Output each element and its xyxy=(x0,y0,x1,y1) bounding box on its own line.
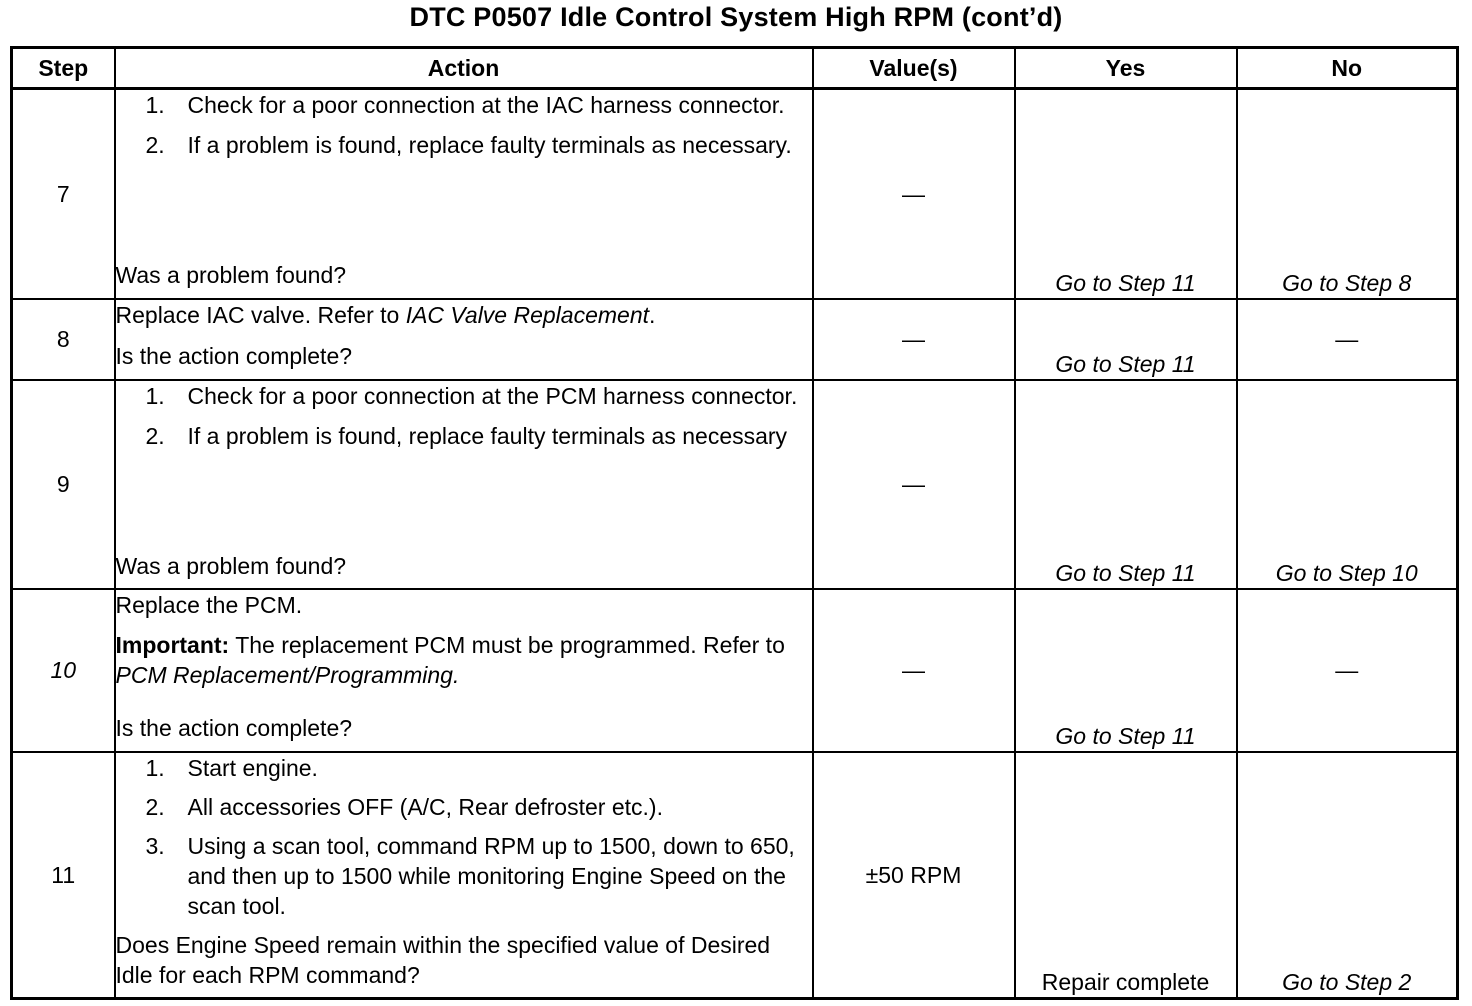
no-value: — xyxy=(1335,326,1359,352)
action-cell xyxy=(115,589,813,752)
action-steps xyxy=(116,381,812,461)
step-number: 9 xyxy=(12,380,115,589)
reference-link: PCM Replacement/Programming. xyxy=(115,661,460,688)
diagnostic-table xyxy=(10,46,1459,1000)
action-question: Was a problem found? xyxy=(115,262,347,288)
action-question: Does Engine Speed remain within the specified value of Desired Idle for each RPM command? xyxy=(115,931,771,988)
step-number: 7 xyxy=(12,89,115,299)
no-link: Go to Step 10 xyxy=(1275,559,1418,586)
action-text: Replace IAC valve. Refer to IAC Valve Replacement. xyxy=(115,301,656,328)
important-label: Important: xyxy=(115,631,230,658)
action-cell xyxy=(115,752,813,999)
yes-cell xyxy=(1015,89,1237,299)
table-row xyxy=(12,589,1458,752)
list-item: 2. If a problem is found, replace faulty terminals as necessary. xyxy=(145,132,792,158)
no-value: — xyxy=(1335,657,1359,683)
table-row xyxy=(12,299,1458,380)
header-action: Action xyxy=(115,48,813,89)
header-values: Value(s) xyxy=(813,48,1015,89)
value-cell: — xyxy=(813,589,1015,752)
yes-cell xyxy=(1015,589,1237,752)
value-cell: — xyxy=(813,299,1015,380)
value-cell: ±50 RPM xyxy=(813,752,1015,999)
page-title: DTC P0507 Idle Control System High RPM (cont’d) xyxy=(409,2,1063,32)
no-cell xyxy=(1237,589,1458,752)
no-link: Go to Step 2 xyxy=(1282,969,1412,995)
yes-link: Go to Step 11 xyxy=(1055,269,1196,296)
important-note: Important: The replacement PCM must be programmed. Refer to PCM Replacement/Programming. xyxy=(115,631,785,688)
table-row xyxy=(12,89,1458,299)
no-cell xyxy=(1237,380,1458,589)
action-cell xyxy=(115,380,813,589)
action-text: Replace the PCM. xyxy=(115,591,303,618)
header-step: Step xyxy=(12,48,115,89)
list-item: 1. Start engine. xyxy=(145,754,318,781)
value-cell: — xyxy=(813,89,1015,299)
action-steps xyxy=(116,753,812,921)
list-item: 2. If a problem is found, replace faulty terminals as necessary xyxy=(145,422,788,449)
list-item: 2. All accessories OFF (A/C, Rear defroster etc.). xyxy=(145,793,663,820)
action-steps xyxy=(116,90,812,170)
no-cell xyxy=(1237,89,1458,299)
step-number: 11 xyxy=(12,752,115,999)
yes-cell xyxy=(1015,380,1237,589)
header-yes: Yes xyxy=(1015,48,1237,89)
step-number: 8 xyxy=(12,299,115,380)
yes-link: Go to Step 11 xyxy=(1055,350,1196,377)
value-cell: — xyxy=(813,380,1015,589)
action-question: Was a problem found? xyxy=(115,552,347,579)
table-row xyxy=(12,752,1458,999)
action-question: Is the action complete? xyxy=(115,342,353,369)
action-cell xyxy=(115,89,813,299)
list-item: 1. Check for a poor connection at the PCM harness connector. xyxy=(145,382,798,409)
yes-link: Go to Step 11 xyxy=(1055,722,1196,749)
list-item: 3. Using a scan tool, command RPM up to 1500, down to 650, and then up to 1500 while monitoring Engine Speed on the scan tool. xyxy=(145,832,795,919)
yes-link: Go to Step 11 xyxy=(1055,559,1196,586)
action-question: Is the action complete? xyxy=(115,714,353,741)
table-row xyxy=(12,380,1458,589)
yes-cell xyxy=(1015,752,1237,999)
step-number: 10 xyxy=(12,589,115,752)
yes-cell xyxy=(1015,299,1237,380)
header-row xyxy=(12,48,1458,89)
action-cell xyxy=(115,299,813,380)
yes-value: Repair complete xyxy=(1041,969,1210,995)
no-cell xyxy=(1237,752,1458,999)
reference-link: IAC Valve Replacement xyxy=(405,301,650,328)
no-cell xyxy=(1237,299,1458,380)
no-link: Go to Step 8 xyxy=(1282,269,1412,296)
header-no: No xyxy=(1237,48,1458,89)
list-item: 1. Check for a poor connection at the IAC harness connector. xyxy=(145,92,785,118)
